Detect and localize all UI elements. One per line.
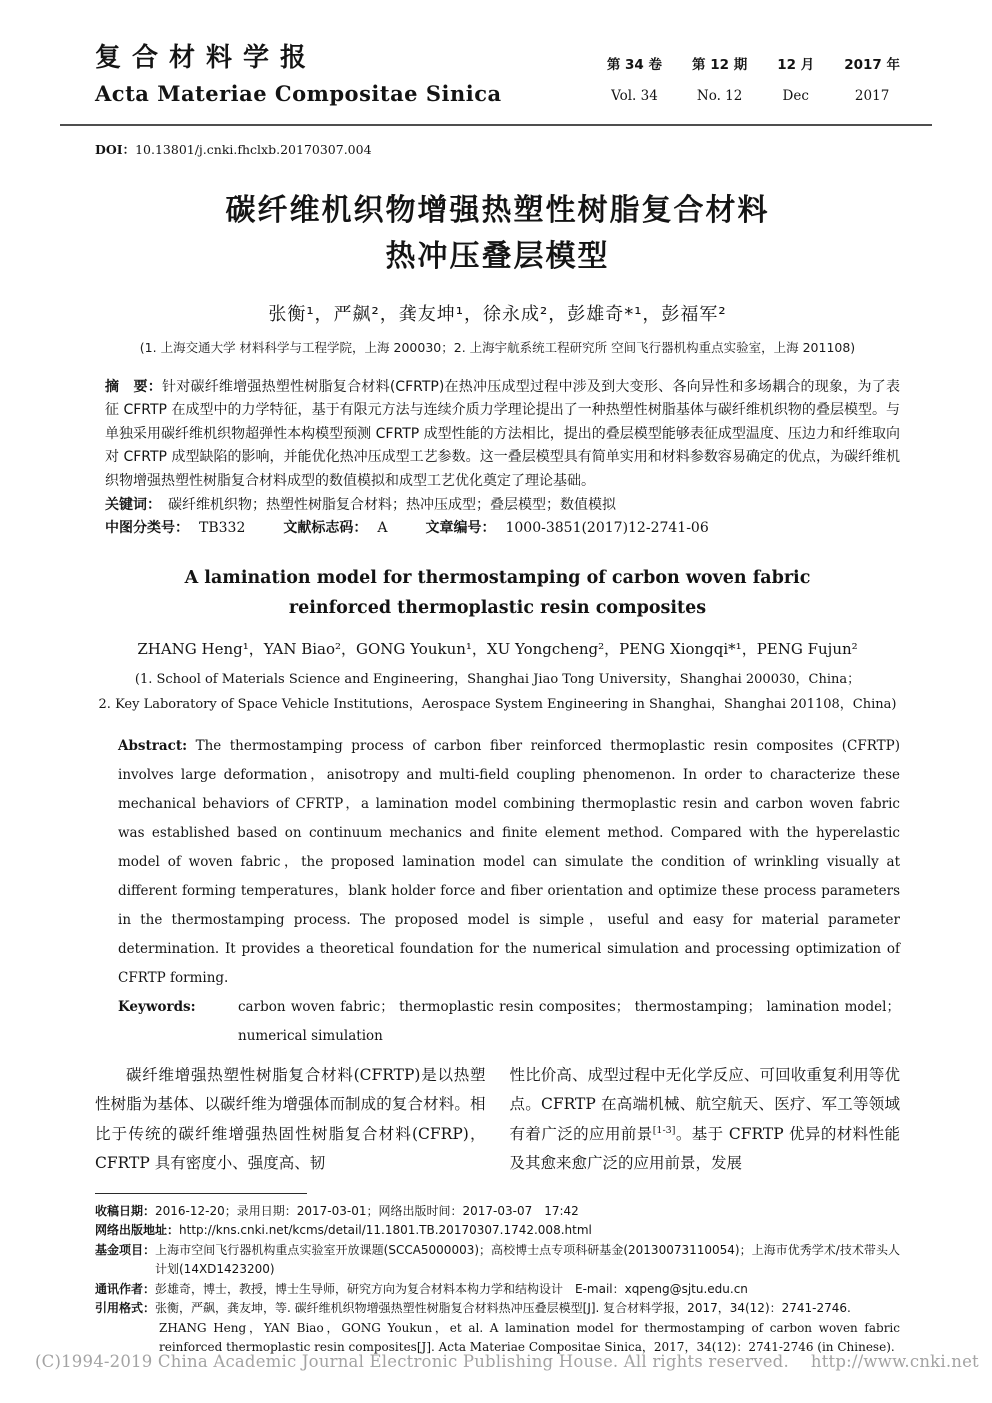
article-title-en-line2: reinforced thermoplastic resin composites [288, 597, 707, 618]
article-title-en [95, 563, 900, 623]
article-id-value: 1000-3851(2017)12-2741-06 [505, 520, 709, 537]
footnote-citation-label: 引用格式： [95, 1301, 156, 1316]
affiliation-en [95, 667, 900, 718]
keywords-en-label: Keywords: [118, 998, 196, 1015]
doi-line [95, 140, 900, 158]
footnote-received-label: 收稿日期： [95, 1203, 156, 1218]
footnote-funding [95, 1241, 900, 1280]
abstract-en [118, 732, 900, 993]
footnote-citation-en: ZHANG Heng，YAN Biao，GONG Youkun，et al. A lamination model for thermostamping of carbon woven fabric reinforced thermoplastic resin composites[J]. Acta Materiae Compositae Sinica，2017，34(12)：2741-2746 (in Chinese). [159, 1320, 900, 1355]
journal-title-block [95, 44, 502, 106]
keywords-en [118, 993, 900, 1051]
volume-cn: 第 34 卷 [606, 56, 663, 73]
body-right-text-2: 。基于 CFRTP 优异的材料性能及其愈来愈广泛的应用前景，发展 [509, 1124, 900, 1173]
footnote-funding-text: 上海市空间飞行器机构重点实验室开放课题(SCCA5000003)；高校博士点专项科研基金(20130073110054)；上海市优秀学术/技术带头人计划(14XD1423200) [155, 1242, 900, 1277]
article-title-cn [95, 188, 900, 280]
footer-url: http://www.cnki.net [810, 1352, 979, 1371]
footnote-citation-cn: 张衡，严飙，龚友坤，等. 碳纤维机织物增强热塑性树脂复合材料热冲压叠层模型[J]. 复合材料学报，2017，34(12)：2741-2746. [155, 1301, 851, 1316]
issue-cn: 第 12 期 [692, 56, 748, 73]
body-left-paragraph: 碳纤维增强热塑性树脂复合材料(CFRTP)是以热塑性树脂为基体、以碳纤维为增强体而制成的复合材料。相比于传统的碳纤维增强热固性树脂复合材料(CFRP)，CFRTP 具有密度小、强度高、韧 [95, 1065, 486, 1173]
month-cn: 12 月 [777, 56, 815, 73]
abstract-en-label: Abstract: [118, 737, 188, 754]
clc-label: 中图分类号： [105, 520, 189, 537]
footnote-online-url-label: 网络出版地址： [95, 1223, 180, 1238]
keywords-cn [105, 494, 900, 518]
abstract-cn [105, 376, 900, 494]
authors-en: ZHANG Heng¹，YAN Biao²，GONG Youkun¹，XU Yongcheng²，PENG Xiongqi*¹，PENG Fujun² [137, 639, 858, 658]
footnote-received [95, 1202, 900, 1222]
footnote-citation [95, 1299, 900, 1319]
footer-copyright-line [35, 1352, 979, 1371]
doc-code-value: A [377, 520, 388, 537]
body-right-paragraph [510, 1061, 901, 1179]
reference-superscript: [1-3] [652, 1124, 676, 1136]
abstract-cn-text: 针对碳纤维增强热塑性树脂复合材料(CFRTP)在热冲压成型过程中涉及到大变形、各向异性和多场耦合的现象，为了表征 CFRTP 在成型中的力学特征，基于有限元方法与连续介质力学理论提出了一种热塑性树脂基体与碳纤维机织物的叠层模型。与单独采用碳纤维机织物超弹性本构模型预测 CFRTP 成型性能的方法相比，提出的叠层模型能够表征成型温度、压边力和纤维取向对 CFRTP 成型缺陷的影响，并能优化热冲压成型工艺参数。这一叠层模型具有简单实用和材料参数容易确定的优点，为碳纤维机织物增强热塑性树脂复合材料成型的数值模拟和成型工艺优化奠定了理论基础。 [105, 378, 901, 489]
footnotes [95, 1202, 900, 1358]
body-columns [95, 1061, 900, 1179]
footnote-funding-label: 基金项目： [95, 1242, 156, 1257]
page-header [95, 44, 900, 106]
year-en: 2017 [854, 87, 890, 104]
classification-line [105, 517, 900, 541]
clc-value: TB332 [199, 520, 246, 537]
footer-copyright: (C)1994-2019 China Academic Journal Electronic Publishing House. All rights reserved. [35, 1352, 789, 1371]
footnote-corresponding [95, 1280, 900, 1300]
article-title-cn-line2: 热冲压叠层模型 [385, 238, 610, 274]
doi-label: DOI： [95, 141, 136, 157]
footnote-received-text: 2016-12-20；录用日期：2017-03-01；网络出版时间：2017-03-07 17:42 [155, 1203, 579, 1218]
month-en: Dec [782, 87, 809, 104]
header-rule [60, 124, 932, 126]
affiliation-en-line2: 2. Key Laboratory of Space Vehicle Institutions，Aerospace System Engineering in Shanghai，Shanghai 201108，China) [98, 697, 897, 713]
footnote-divider [95, 1193, 307, 1194]
affiliation-cn: (1. 上海交通大学 材料科学与工程学院，上海 200030；2. 上海宇航系统工程研究所 空间飞行器机构重点实验室，上海 201108) [139, 339, 856, 355]
issue-en: No. 12 [696, 87, 743, 104]
doi-value: 10.13801/j.cnki.fhclxb.20170307.004 [135, 141, 372, 157]
journal-title-cn: 复合材料学报 [95, 43, 318, 73]
affiliation-en-line1: (1. School of Materials Science and Engineering，Shanghai Jiao Tong University，Shanghai 200030，China； [134, 671, 861, 687]
volume-en: Vol. 34 [611, 87, 658, 104]
article-title-cn-line1: 碳纤维机织物增强热塑性树脂复合材料 [225, 192, 770, 228]
doc-code-label: 文献标志码： [283, 520, 368, 537]
article-title-en-line1: A lamination model for thermostamping of carbon woven fabric [184, 567, 811, 588]
issue-info-grid [607, 53, 900, 106]
body-right-text-1: 性比价高、成型过程中无化学反应、可回收重复利用等优点。CFRTP 在高端机械、航空航天、医疗、军工等领域有着广泛的应用前景 [509, 1065, 900, 1143]
body-right-column [510, 1061, 901, 1179]
footnote-corresponding-label: 通讯作者： [95, 1281, 156, 1296]
journal-title-en: Acta Materiae Compositae Sinica [95, 80, 502, 106]
footnote-online-url-text: http://kns.cnki.net/kcms/detail/11.1801.TB.20170307.1742.008.html [179, 1223, 592, 1238]
abstract-cn-label: 摘 要： [105, 378, 162, 395]
keywords-en-text: carbon woven fabric； thermoplastic resin composites； thermostamping； lamination model； numerical simulation [238, 998, 900, 1044]
keywords-cn-text: 碳纤维机织物；热塑性树脂复合材料；热冲压成型；叠层模型；数值模拟 [168, 496, 616, 513]
authors-cn: 张衡¹，严飙²，龚友坤¹，徐永成²，彭雄奇*¹，彭福军² [268, 303, 727, 325]
year-cn: 2017 年 [844, 56, 900, 73]
footnote-corresponding-text: 彭雄奇，博士，教授，博士生导师，研究方向为复合材料本构力学和结构设计 E-mail：xqpeng@sjtu.edu.cn [155, 1281, 748, 1296]
body-left-column [95, 1061, 486, 1179]
keywords-cn-label: 关键词： [105, 496, 154, 513]
article-id-label: 文章编号： [425, 520, 496, 537]
abstract-en-text: The thermostamping process of carbon fiber reinforced thermoplastic resin composites (CFRTP) involves large deformation，anisotropy and multi-field coupling phenomenon. In order to characterize these mechanical behaviors of CFRTP，a lamination model combining thermoplastic resin and carbon woven fabric was established based on continuum mechanics and finite element method. Compared with the hyperelastic model of woven fabric，the proposed lamination model can simulate the condition of wrinkling visually at different forming temperatures，blank holder force and fiber orientation and optimize these process parameters in the thermostamping process. The proposed model is simple，useful and easy for material parameter determination. It provides a theoretical foundation for the numerical simulation and processing optimization of CFRTP forming. [118, 737, 900, 986]
footnote-online-url [95, 1221, 900, 1241]
